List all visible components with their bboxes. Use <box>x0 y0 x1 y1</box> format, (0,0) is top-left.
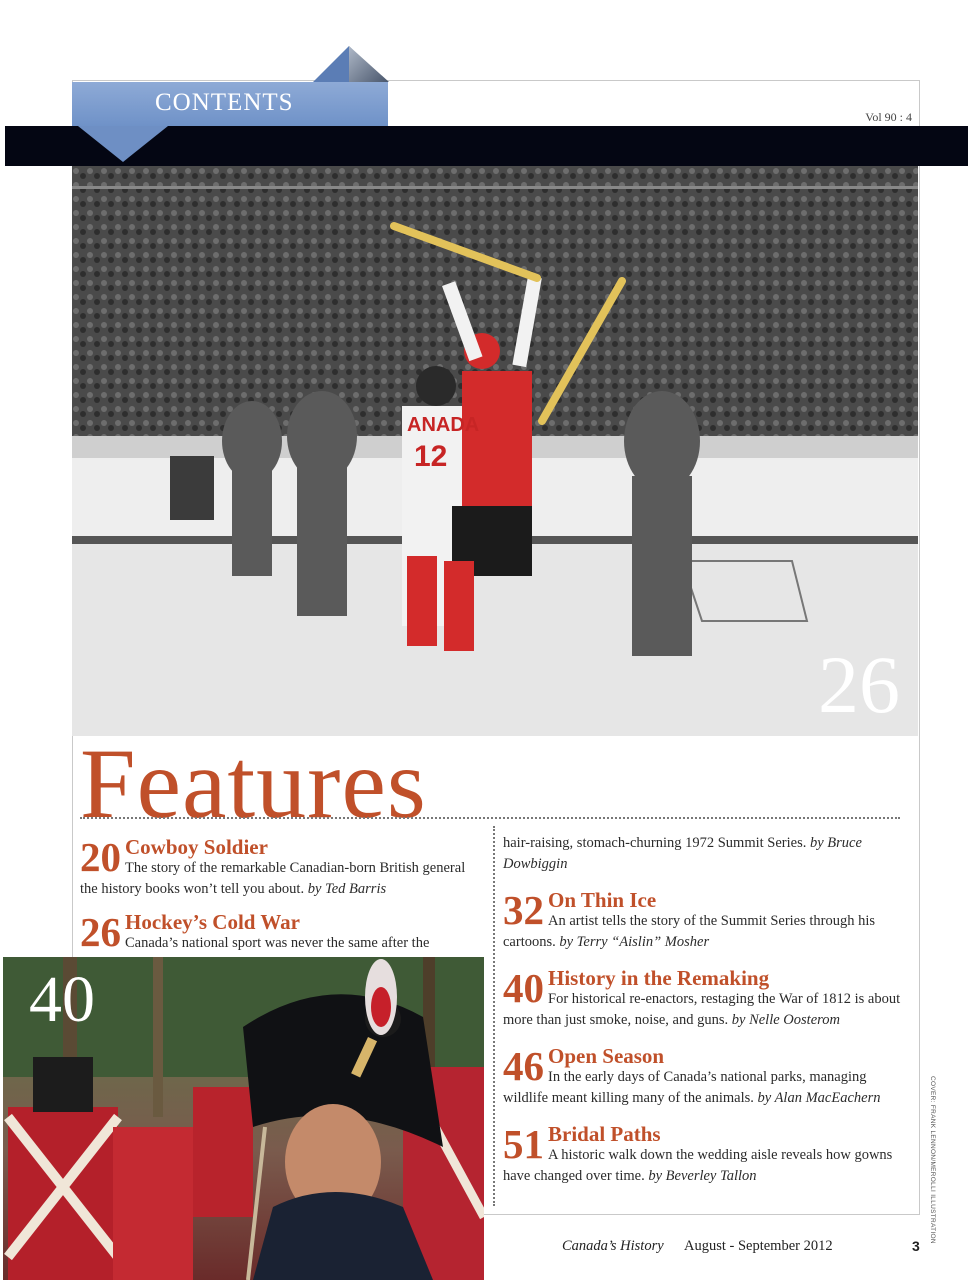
footer-magazine-name: Canada’s History <box>562 1238 664 1254</box>
hero-page-number: 26 <box>818 639 900 730</box>
feature-description: The story of the remarkable Canadian-born British general the history books won’t tell you about. <box>80 860 466 897</box>
footer-issue-date: August - September 2012 <box>684 1238 833 1254</box>
feature-entry-continued <box>503 833 898 875</box>
features-title: Features <box>80 728 427 839</box>
feature-entry[interactable] <box>503 967 903 1031</box>
feature-page-number: 46 <box>503 1043 544 1089</box>
feature-description: An artist tells the story of the Summit Series through his cartoons. <box>503 913 876 950</box>
jersey-text: ANADA <box>407 414 480 436</box>
feature-entry[interactable] <box>80 911 484 954</box>
features-divider <box>80 817 900 819</box>
feature-page-number: 51 <box>503 1121 544 1167</box>
feature-entry[interactable] <box>503 1045 903 1109</box>
feature-title: Open Season <box>548 1044 665 1068</box>
hockey-photo-illustration <box>72 166 918 736</box>
feature-description-continued: hair-raising, stomach-churning 1972 Summit Series. <box>503 835 807 851</box>
hockey-photo <box>72 166 918 736</box>
cover-credit-text: COVER: FRANK LENNON/MEROLLI ILLUSTRATION <box>929 1076 936 1244</box>
feature-byline: by Ted Barris <box>307 881 387 897</box>
feature-title: Hockey’s Cold War <box>125 910 301 934</box>
column-divider <box>493 826 495 1206</box>
feature-description: Canada’s national sport was never the same after the <box>125 935 430 951</box>
photo-page-number: 40 <box>29 963 95 1036</box>
feature-byline: by Alan MacEachern <box>757 1090 881 1106</box>
footer-page-number: 3 <box>912 1238 920 1254</box>
feature-page-number: 20 <box>80 834 121 880</box>
jersey-number: 12 <box>414 440 448 473</box>
volume-label: Vol 90 : 4 <box>865 110 912 124</box>
feature-title: Bridal Paths <box>548 1122 661 1146</box>
feature-page-number: 26 <box>80 909 121 955</box>
feature-page-number: 40 <box>503 965 544 1011</box>
feature-description: For historical re-enactors, restaging the War of 1812 is about more than just smoke, noise, and guns. <box>503 991 901 1028</box>
feature-entry[interactable] <box>80 836 484 900</box>
section-label: CONTENTS <box>155 89 294 116</box>
feature-title: On Thin Ice <box>548 888 657 912</box>
feature-description: In the early days of Canada’s national parks, managing wildlife meant killing many of the animals. <box>503 1069 867 1106</box>
feature-entry[interactable] <box>503 889 903 953</box>
feature-description: A historic walk down the wedding aisle reveals how gowns have changed over time. <box>503 1147 893 1184</box>
tab-pointer-decoration <box>78 126 168 162</box>
feature-byline: by Terry “Aislin” Mosher <box>559 934 710 950</box>
feature-entry[interactable] <box>503 1123 903 1187</box>
feature-byline: by Beverley Tallon <box>648 1168 757 1184</box>
reenactor-photo <box>3 957 484 1280</box>
feature-page-number: 32 <box>503 887 544 933</box>
feature-title: History in the Remaking <box>548 966 770 990</box>
feature-title: Cowboy Soldier <box>125 835 268 859</box>
feature-byline: by Bruce Dowbiggin <box>503 835 862 872</box>
feature-byline: by Nelle Oosterom <box>731 1012 840 1028</box>
cover-credit <box>924 1076 938 1244</box>
